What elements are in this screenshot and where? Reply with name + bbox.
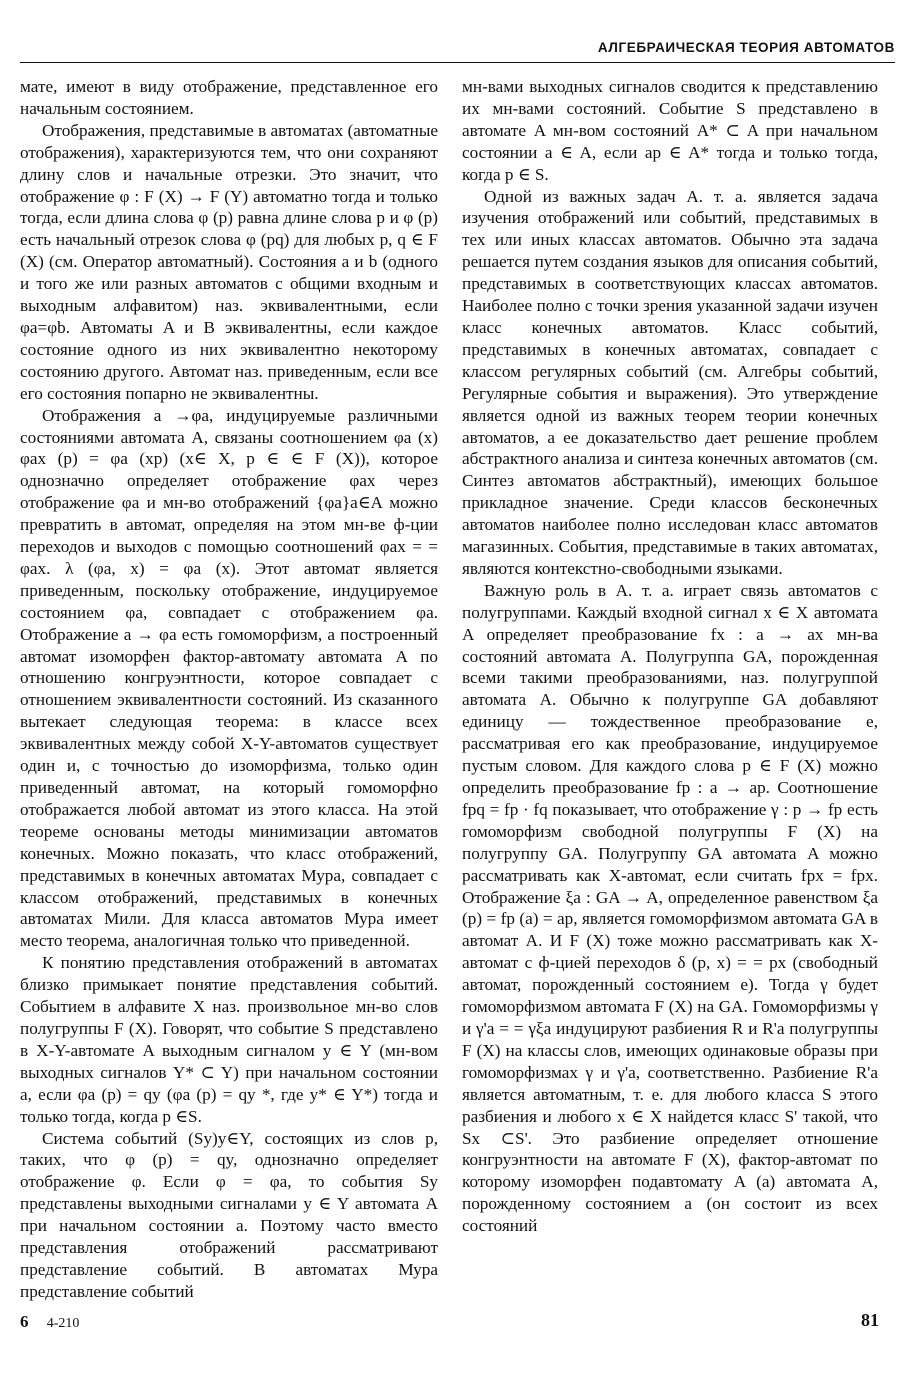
signature-number: 6 <box>20 1312 29 1331</box>
header-title: АЛГЕБРАИЧЕСКАЯ ТЕОРИЯ АВТОМАТОВ <box>597 40 895 55</box>
paragraph: мате, имеют в виду отображение, представленное его начальным состоянием. <box>20 77 438 118</box>
paragraph: Одной из важных задач А. т. а. является задача изучения отображений или событий, представимых в тех или иных классах автоматов. Обычно эта задача решается путем создания языков для описания событий, представимых в соответствующих классах автоматов. Наиболее полно с точки зрения указанной задачи изучен класс конечных автоматов. Класс событий, представимых в конечных автоматах, совпадает с классом регулярных событий (см. Алгебры событий, Регулярные события и выражения). Это утверждение является одной из важных теорем теории конечных автоматов, а ее доказательство дает решение проблем абстрактного анализа и синтеза конечных автоматов (см. Синтез автоматов абстрактный), имеющих большое прикладное значение. Среди классов бесконечных автоматов наиболее полно исследован класс автоматов магазинных. События, представимые в таких автоматах, являются контекстно-свободными языками. <box>462 186 878 578</box>
paragraph: Система событий (Sy)y∈Y, состоящих из слов p, таких, что φ (p) = qy, однозначно определяет отображение φ. Если φ = φa, то события Sy представлены выходными сигналами y ∈ Y автомата A при начальном состоянии a. Поэтому часто вместо представления отображений рассматривают представление событий. В автоматах Мура представление событий <box>20 1128 438 1301</box>
paragraph: мн-вами выходных сигналов сводится к представлению их мн-вами состояний. Событие S представлено в автомате A мн-вом состояний A* ⊂ A при начальном состоянии a ∈ A, если ap ∈ A* тогда и только тогда, когда p ∈ S. <box>462 77 878 184</box>
paragraph: К понятию представления отображений в автоматах близко примыкает понятие представления событий. Событием в алфавите X наз. произвольное мн-во слов полугруппы F (X). Говорят, что событие S представлено в X-Y-автомате A выходным сигналом y ∈ Y (мн-вом выходных сигналов Y* ⊂ Y) при начальном состоянии a, если φa (p) = qy (φa (p) = qy *, где y* ∈ Y*) тогда и только тогда, когда p ∈S. <box>20 953 438 1126</box>
left-column <box>20 76 438 1308</box>
printer-signature <box>20 1312 79 1332</box>
signature-code: 4-210 <box>46 1316 80 1331</box>
page-number: 81 <box>861 1310 879 1330</box>
running-header <box>20 38 895 63</box>
paragraph: Отображения, представимые в автоматах (автоматные отображения), характеризуются тем, что они сохраняют длину слов и начальные отрезки. Это значит, что отображение φ : F (X) → F (Y) автоматно тогда и только тогда, если длина слова φ (p) равна длине слова p и φ (p) есть начальный отрезок слова φ (pq) для любых p, q ∈ F (X) (см. Оператор автоматный). Состояния a и b (одного и того же или разных автоматов с общими входным и выходным алфавитом) наз. эквивалентными, если φa=φb. Автоматы A и B эквивалентны, если каждое состояние одного из них эквивалентно некоторому состоянию другого. Автомат наз. приведенным, если все его состояния попарно не эквивалентны. <box>20 120 438 403</box>
paragraph: Отображения a →φa, индуцируемые различными состояниями автомата A, связаны соотношением φa (x) φax (p) = φa (xp) (x∈ X, p ∈ ∈ F (X)), которое однозначно определяет отображение φax через отображение φa и мн-во отображений {φa}a∈A можно превратить в автомат, определяя на этом мн-ве ф-ции переходов и выходов с помощью соотношений φax = = φax. λ (φa, x) = φa (x). Этот автомат является приведенным, поскольку отображение, индуцируемое состоянием φa, совпадает с отображением φa. Отображение a → φa есть гомоморфизм, а построенный автомат изоморфен фактор-автомату автомата A по отношению конгруэнтности, которое совпадает с отношением эквивалентности состояний. Из сказанного вытекает следующая теорема: в классе всех эквивалентных между собой X-Y-автоматов существует один и, с точностью до изоморфизма, только один приведенный автомат, на который гомоморфно отображается любой автомат из этого класса. На этой теореме основаны методы минимизации автоматов конечных. Можно показать, что класс отображений, представимых в конечных автоматах Мура, совпадает с классом отображений, представимых в конечных автоматах Мили. Для класса автоматов Мура имеет место теорема, аналогичная только что приведенной. <box>20 405 438 951</box>
paragraph: Важную роль в А. т. а. играет связь автоматов с полугруппами. Каждый входной сигнал x ∈ X автомата A определяет преобразование fx : a → ax мн-ва состояний автомата A. Полугруппа GA, порожденная всеми такими преобразованиями, наз. полугруппой автомата A. Обычно к полугруппе GA добавляют единицу — тождественное преобразование e, рассматривая его как преобразование, индуцируемое пустым словом. Для каждого слова p ∈ F (X) можно определить преобразование fp : a → ap. Соотношение fpq = fp · fq показывает, что отображение γ : p → fp есть гомоморфизм свободной полугруппы F (X) на полугруппу GA. Полугруппу GA автомата A можно рассматривать как X-автомат, если считать fpx = fpx. Отображение ξa : GA → A, определенное равенством ξa (p) = fp (a) = ap, является гомоморфизмом автомата GA в автомат A. И F (X) тоже можно рассматривать как X-автомат с ф-цией переходов δ (p, x) = = px (свободный автомат, порожденный состоянием e). Тогда γ будет гомоморфизмом автомата F (X) на GA. Гомоморфизмы γ и γ'a = = γξa индуцируют разбиения R и R'a полугруппы F (X) на классы слов, имеющих одинаковые образы при гомоморфизмах γ и γ'a, соответственно. Разбиение R'a является автоматным, т. е. для любого класса S этого разбиения и любого x ∈ X найдется класс S' такой, что Sx ⊂S'. Это разбиение определяет отношение конгруэнтности на автомате F (X), фактор-автомат по которому изоморфен подавтомату A (a) автомата A, порожденному состоянием a (он состоит из всех состояний <box>462 580 878 1236</box>
right-column <box>462 76 878 1308</box>
